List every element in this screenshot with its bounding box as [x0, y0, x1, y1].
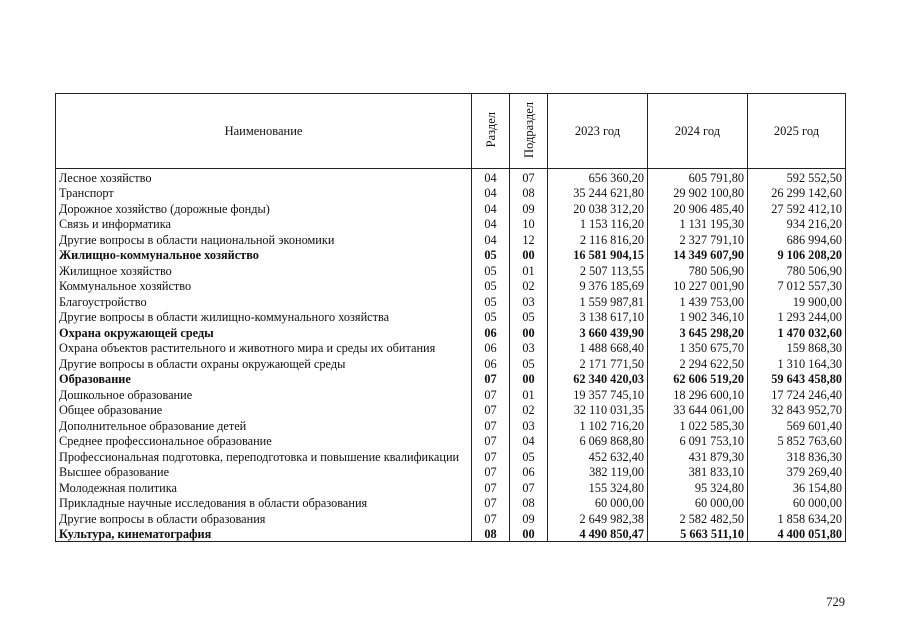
table-row: [56, 526, 846, 542]
table-row: [56, 371, 846, 387]
row-value-2024: 14 349 607,90: [648, 247, 748, 263]
row-value-2025: 780 506,90: [748, 262, 846, 278]
row-value-2025: 60 000,00: [748, 495, 846, 511]
table-row: [56, 340, 846, 356]
table-row: [56, 464, 846, 480]
row-section: 05: [472, 278, 510, 294]
row-subsection: 01: [510, 386, 548, 402]
table-row: [56, 402, 846, 418]
row-value-2024: 20 906 485,40: [648, 200, 748, 216]
row-name: Культура, кинематография: [56, 526, 472, 542]
row-value-2025: 4 400 051,80: [748, 526, 846, 542]
row-value-2023: 452 632,40: [548, 448, 648, 464]
table-row: [56, 247, 846, 263]
row-section: 04: [472, 200, 510, 216]
table-row: [56, 448, 846, 464]
row-name: Другие вопросы в области образования: [56, 510, 472, 526]
table-row: [56, 495, 846, 511]
row-value-2023: 382 119,00: [548, 464, 648, 480]
table-row: [56, 309, 846, 325]
table-row: [56, 510, 846, 526]
table-row: [56, 231, 846, 247]
row-value-2025: 26 299 142,60: [748, 185, 846, 201]
row-section: 08: [472, 526, 510, 542]
table-row: [56, 169, 846, 185]
row-subsection: 00: [510, 247, 548, 263]
row-subsection: 03: [510, 417, 548, 433]
row-name: Среднее профессиональное образование: [56, 433, 472, 449]
row-section: 06: [472, 355, 510, 371]
row-subsection: 10: [510, 216, 548, 232]
row-value-2023: 6 069 868,80: [548, 433, 648, 449]
row-section: 04: [472, 185, 510, 201]
row-value-2025: 1 293 244,00: [748, 309, 846, 325]
row-value-2023: 1 153 116,20: [548, 216, 648, 232]
row-section: 04: [472, 231, 510, 247]
row-name: Жилищное хозяйство: [56, 262, 472, 278]
row-value-2024: 431 879,30: [648, 448, 748, 464]
row-subsection: 03: [510, 340, 548, 356]
row-value-2025: 318 836,30: [748, 448, 846, 464]
row-section: 04: [472, 216, 510, 232]
row-value-2024: 2 327 791,10: [648, 231, 748, 247]
row-value-2024: 2 294 622,50: [648, 355, 748, 371]
row-value-2024: 60 000,00: [648, 495, 748, 511]
row-value-2024: 1 439 753,00: [648, 293, 748, 309]
row-value-2024: 62 606 519,20: [648, 371, 748, 387]
row-value-2024: 6 091 753,10: [648, 433, 748, 449]
row-section: 07: [472, 386, 510, 402]
row-name: Высшее образование: [56, 464, 472, 480]
row-value-2025: 59 643 458,80: [748, 371, 846, 387]
row-section: 07: [472, 417, 510, 433]
row-name: Коммунальное хозяйство: [56, 278, 472, 294]
row-value-2023: 20 038 312,20: [548, 200, 648, 216]
row-value-2024: 381 833,10: [648, 464, 748, 480]
row-value-2023: 4 490 850,47: [548, 526, 648, 542]
row-subsection: 08: [510, 495, 548, 511]
row-name: Благоустройство: [56, 293, 472, 309]
table-row: [56, 293, 846, 309]
row-value-2023: 155 324,80: [548, 479, 648, 495]
row-subsection: 05: [510, 309, 548, 325]
table-row: [56, 216, 846, 232]
row-value-2024: 1 350 675,70: [648, 340, 748, 356]
row-section: 04: [472, 169, 510, 185]
row-value-2024: 3 645 298,20: [648, 324, 748, 340]
row-subsection: 04: [510, 433, 548, 449]
row-subsection: 09: [510, 510, 548, 526]
row-value-2025: 934 216,20: [748, 216, 846, 232]
row-value-2023: 35 244 621,80: [548, 185, 648, 201]
table-row: [56, 324, 846, 340]
budget-table: [55, 93, 846, 542]
row-value-2025: 159 868,30: [748, 340, 846, 356]
row-section: 07: [472, 371, 510, 387]
row-value-2025: 7 012 557,30: [748, 278, 846, 294]
header-2023: 2023 год: [548, 94, 648, 169]
row-subsection: 02: [510, 402, 548, 418]
table-row: [56, 278, 846, 294]
row-value-2024: 1 902 346,10: [648, 309, 748, 325]
row-name: Профессиональная подготовка, переподготовка и повышение квалификации: [56, 448, 472, 464]
table-row: [56, 355, 846, 371]
row-value-2023: 3 138 617,10: [548, 309, 648, 325]
table-body: [56, 169, 846, 542]
row-value-2024: 5 663 511,10: [648, 526, 748, 542]
table-row: [56, 185, 846, 201]
row-section: 05: [472, 262, 510, 278]
row-value-2023: 2 171 771,50: [548, 355, 648, 371]
row-value-2023: 19 357 745,10: [548, 386, 648, 402]
row-name: Охрана окружающей среды: [56, 324, 472, 340]
row-value-2023: 1 488 668,40: [548, 340, 648, 356]
row-value-2025: 1 858 634,20: [748, 510, 846, 526]
row-section: 07: [472, 495, 510, 511]
row-name: Прикладные научные исследования в области образования: [56, 495, 472, 511]
header-2024: 2024 год: [648, 94, 748, 169]
row-section: 05: [472, 247, 510, 263]
row-value-2025: 32 843 952,70: [748, 402, 846, 418]
row-value-2025: 27 592 412,10: [748, 200, 846, 216]
row-name: Другие вопросы в области охраны окружающей среды: [56, 355, 472, 371]
row-name: Дополнительное образование детей: [56, 417, 472, 433]
row-subsection: 08: [510, 185, 548, 201]
row-value-2025: 17 724 246,40: [748, 386, 846, 402]
header-2025: 2025 год: [748, 94, 846, 169]
row-value-2025: 19 900,00: [748, 293, 846, 309]
row-value-2023: 1 559 987,81: [548, 293, 648, 309]
row-value-2024: 780 506,90: [648, 262, 748, 278]
row-name: Лесное хозяйство: [56, 169, 472, 185]
row-name: Дошкольное образование: [56, 386, 472, 402]
row-subsection: 05: [510, 448, 548, 464]
row-value-2024: 1 131 195,30: [648, 216, 748, 232]
row-value-2025: 1 470 032,60: [748, 324, 846, 340]
row-subsection: 02: [510, 278, 548, 294]
row-value-2023: 62 340 420,03: [548, 371, 648, 387]
row-section: 05: [472, 293, 510, 309]
row-value-2024: 18 296 600,10: [648, 386, 748, 402]
row-subsection: 00: [510, 371, 548, 387]
row-value-2025: 686 994,60: [748, 231, 846, 247]
table-header-row: [56, 94, 846, 169]
row-value-2023: 2 116 816,20: [548, 231, 648, 247]
row-value-2025: 592 552,50: [748, 169, 846, 185]
row-value-2023: 2 507 113,55: [548, 262, 648, 278]
row-section: 07: [472, 510, 510, 526]
row-value-2023: 3 660 439,90: [548, 324, 648, 340]
row-value-2025: 569 601,40: [748, 417, 846, 433]
row-value-2023: 16 581 904,15: [548, 247, 648, 263]
row-section: 07: [472, 402, 510, 418]
row-section: 07: [472, 464, 510, 480]
row-subsection: 07: [510, 169, 548, 185]
row-name: Другие вопросы в области национальной экономики: [56, 231, 472, 247]
row-name: Образование: [56, 371, 472, 387]
row-subsection: 06: [510, 464, 548, 480]
row-value-2024: 95 324,80: [648, 479, 748, 495]
row-section: 07: [472, 433, 510, 449]
row-value-2023: 1 102 716,20: [548, 417, 648, 433]
row-value-2025: 379 269,40: [748, 464, 846, 480]
header-name: Наименование: [56, 94, 472, 169]
row-name: Охрана объектов растительного и животного мира и среды их обитания: [56, 340, 472, 356]
row-subsection: 07: [510, 479, 548, 495]
row-section: 05: [472, 309, 510, 325]
row-section: 07: [472, 448, 510, 464]
row-value-2023: 2 649 982,38: [548, 510, 648, 526]
row-value-2024: 1 022 585,30: [648, 417, 748, 433]
row-name: Связь и информатика: [56, 216, 472, 232]
table-row: [56, 433, 846, 449]
table-row: [56, 417, 846, 433]
row-section: 07: [472, 479, 510, 495]
header-subsection: Подраздел: [510, 94, 548, 169]
row-value-2025: 5 852 763,60: [748, 433, 846, 449]
row-name: Дорожное хозяйство (дорожные фонды): [56, 200, 472, 216]
row-subsection: 12: [510, 231, 548, 247]
row-subsection: 03: [510, 293, 548, 309]
row-subsection: 05: [510, 355, 548, 371]
row-name: Жилищно-коммунальное хозяйство: [56, 247, 472, 263]
row-value-2023: 32 110 031,35: [548, 402, 648, 418]
row-value-2024: 33 644 061,00: [648, 402, 748, 418]
row-section: 06: [472, 324, 510, 340]
row-value-2025: 36 154,80: [748, 479, 846, 495]
row-section: 06: [472, 340, 510, 356]
row-subsection: 09: [510, 200, 548, 216]
row-value-2024: 2 582 482,50: [648, 510, 748, 526]
row-value-2023: 9 376 185,69: [548, 278, 648, 294]
row-subsection: 00: [510, 526, 548, 542]
row-value-2025: 9 106 208,20: [748, 247, 846, 263]
table-row: [56, 200, 846, 216]
row-value-2024: 10 227 001,90: [648, 278, 748, 294]
row-value-2025: 1 310 164,30: [748, 355, 846, 371]
row-name: Транспорт: [56, 185, 472, 201]
row-name: Молодежная политика: [56, 479, 472, 495]
row-name: Общее образование: [56, 402, 472, 418]
header-section: Раздел: [472, 94, 510, 169]
table-row: [56, 479, 846, 495]
row-value-2023: 60 000,00: [548, 495, 648, 511]
row-value-2024: 29 902 100,80: [648, 185, 748, 201]
row-subsection: 01: [510, 262, 548, 278]
table-row: [56, 262, 846, 278]
row-value-2023: 656 360,20: [548, 169, 648, 185]
table-row: [56, 386, 846, 402]
row-name: Другие вопросы в области жилищно-коммунального хозяйства: [56, 309, 472, 325]
page-number: 729: [826, 595, 845, 609]
row-value-2024: 605 791,80: [648, 169, 748, 185]
row-subsection: 00: [510, 324, 548, 340]
